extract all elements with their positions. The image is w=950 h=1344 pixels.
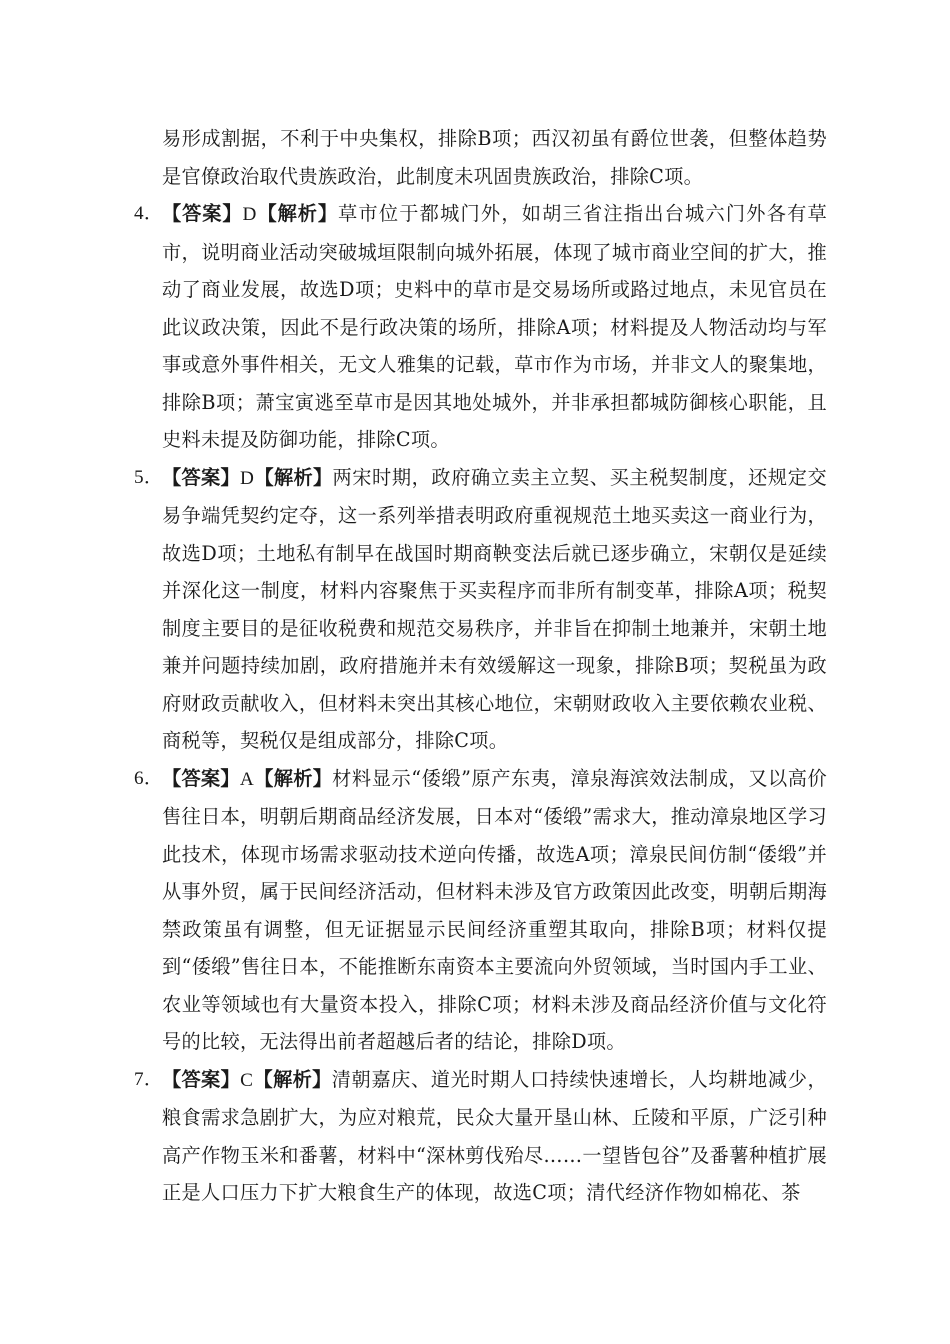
analysis-text: 两宋时期，政府确立卖主立契、买主税契制度，还规定交易争端凭契约定夺，这一系列举措表明政府重视规范土地买卖这一商业行为，故选D项；土地私有制早在战国时期商鞅变法后就已逐步确立，宋朝仅是延续并深化这一制度，材料内容聚焦于买卖程序而非所有制变革，排除A项；税契制度主要目的是征收税费和规范交易秩序，并非旨在抑制土地兼并，宋朝土地兼并问题持续加剧，政府措施并未有效缓解这一现象，排除B项；契税虽为政府财政贡献收入，但材料未突出其核心地位，宋朝财政收入主要依赖农业税、商税等，契税仅是组成部分，排除C项。 (162, 465, 828, 752)
answer-letter: A (239, 768, 255, 790)
analysis-label: 【解析】 (254, 766, 333, 790)
answer-letter: C (240, 1069, 254, 1091)
analysis-text: 材料显示“倭缎”原产东夷，漳泉海滨效法制成，又以高价售往日本，明朝后期商品经济发展，日本对“倭缎”需求大，推动漳泉地区学习此技术，体现市场需求驱动技术逆向传播，故选A项；漳泉民间仿制“倭缎”并从事外贸，属于民间经济活动，但材料未涉及官方政策因此改变，明朝后期海禁政策虽有调整，但无证据显示民间经济重塑其取向，排除B项；材料仅提到“倭缎”售往日本，不能推断东南资本主要流向外贸领域，当时国内手工业、农业等领域也有大量资本投入，排除C项；材料未涉及商品经济价值与文化符号的比较，无法得出前者超越后者的结论，排除D项。 (162, 766, 828, 1053)
analysis-label: 【解析】 (256, 202, 339, 225)
answer-letter: D (239, 467, 255, 489)
item-number: 6． (134, 767, 164, 789)
analysis-text: 清朝嘉庆、道光时期人口持续快速增长，人均耕地减少，粮食需求急剧扩大，为应对粮荒，民众大量开垦山林、丘陵和平原，广泛引种高产作物玉米和番薯，材料中“深林剪伐殆尽……一望皆包谷”及番薯种植扩展正是人口压力下扩大粮食生产的体现，故选C项；清代经济作物如棉花、茶 (162, 1067, 828, 1204)
item-number: 7． (134, 1068, 164, 1090)
answer-item-5 (0, 459, 827, 760)
answer-label: 【答案】 (162, 465, 240, 489)
answer-label: 【答案】 (162, 202, 243, 225)
intro-paragraph (0, 120, 827, 195)
answer-letter: D (242, 204, 257, 225)
analysis-label: 【解析】 (254, 465, 333, 489)
item-number: 4． (134, 203, 164, 224)
answer-item-4 (0, 195, 827, 459)
answer-label: 【答案】 (162, 766, 240, 790)
intro-text: 易形成割据，不利于中央集权，排除B项；西汉初虽有爵位世袭，但整体趋势是官僚政治取代贵族政治，此制度未巩固贵族政治，排除C项。 (162, 127, 827, 188)
answer-analysis-list (0, 120, 950, 1212)
answer-item-6 (0, 760, 827, 1061)
answer-item-7 (0, 1061, 827, 1212)
analysis-text: 草市位于都城门外，如胡三省注指出台城六门外各有草市，说明商业活动突破城垣限制向城外拓展，体现了城市商业空间的扩大，推动了商业发展，故选D项；史料中的草市是交易场所或路过地点，未见官员在此议政决策，因此不是行政决策的场所，排除A项；材料提及人物活动均与军事或意外事件相关，无文人雅集的记载，草市作为市场，并非文人的聚集地，排除B项；萧宝寅逃至草市是因其地处城外，并非承担都城防御核心职能，且史料未提及防御功能，排除C项。 (162, 202, 828, 451)
answer-label: 【答案】 (162, 1067, 241, 1091)
analysis-label: 【解析】 (253, 1067, 332, 1091)
item-number: 5． (134, 466, 164, 488)
